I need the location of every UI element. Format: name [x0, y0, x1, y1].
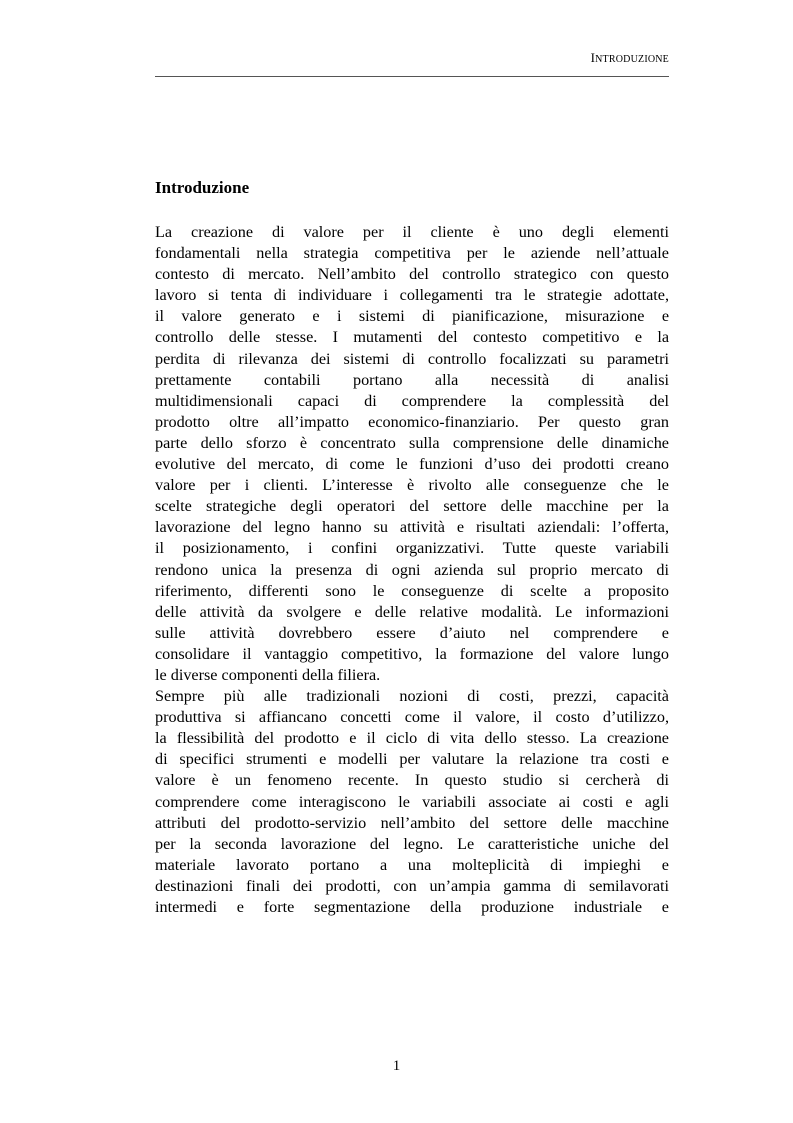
text-line: delle attività da svolgere e delle relative modalità. Le informazioni [155, 602, 669, 621]
text-line: parte dello sforzo è concentrato sulla comprensione delle dinamiche [155, 433, 669, 452]
text-line: contesto di mercato. Nell’ambito del controllo strategico con questo [155, 265, 669, 284]
text-line: valore è un fenomeno recente. In questo studio si cercherà di [155, 771, 669, 790]
text-line: valore per i clienti. L’interesse è rivolto alle conseguenze che le [155, 476, 669, 495]
body-text [155, 222, 669, 918]
text-line: Sempre più alle tradizionali nozioni di costi, prezzi, capacità [155, 687, 669, 706]
text-line: comprendere come interagiscono le variabili associate ai costi e agli [155, 792, 669, 811]
text-line: controllo delle stesse. I mutamenti del contesto competitivo e la [155, 328, 669, 347]
text-line: lavorazione del legno hanno su attività e risultati aziendali: l’offerta, [155, 518, 669, 537]
text-line: la flessibilità del prodotto e il ciclo di vita dello stesso. La creazione [155, 729, 669, 748]
text-line: evolutive del mercato, di come le funzioni d’uso dei prodotti creano [155, 455, 669, 474]
text-line: il valore generato e i sistemi di pianificazione, misurazione e [155, 307, 669, 326]
text-line: riferimento, differenti sono le conseguenze di scelte a proposito [155, 581, 669, 600]
page-number: 1 [392, 1058, 401, 1074]
running-header-initial: I [590, 50, 596, 65]
text-line: di specifici strumenti e modelli per valutare la relazione tra costi e [155, 750, 669, 769]
header-rule [155, 76, 669, 77]
running-header [155, 50, 669, 66]
text-line: fondamentali nella strategia competitiva per le aziende nell’attuale [155, 244, 669, 263]
paragraph-1 [155, 222, 669, 686]
text-line: rendono unica la presenza di ogni azienda sul proprio mercato di [155, 560, 669, 579]
text-line: sulle attività dovrebbero essere d’aiuto nel comprendere e [155, 623, 669, 642]
text-line: le diverse componenti della filiera. [155, 665, 381, 684]
text-line: scelte strategiche degli operatori del settore delle macchine per la [155, 497, 669, 516]
text-line: multidimensionali capaci di comprendere la complessità del [155, 391, 669, 410]
text-line: per la seconda lavorazione del legno. Le caratteristiche uniche del [155, 834, 669, 853]
text-line: destinazioni finali dei prodotti, con un’ampia gamma di semilavorati [155, 876, 669, 895]
text-line: perdita di rilevanza dei sistemi di controllo focalizzati su parametri [155, 349, 669, 368]
text-line: il posizionamento, i confini organizzativi. Tutte queste variabili [155, 539, 669, 558]
text-line: prodotto oltre all’impatto economico-finanziario. Per questo gran [155, 412, 669, 431]
text-line: attributi del prodotto-servizio nell’ambito del settore delle macchine [155, 813, 669, 832]
running-header-rest: NTRODUZIONE [595, 54, 669, 65]
text-line: consolidare il vantaggio competitivo, la formazione del valore lungo [155, 644, 669, 663]
section-title: Introduzione [155, 178, 250, 197]
text-line: La creazione di valore per il cliente è uno degli elementi [155, 223, 669, 241]
text-line: prettamente contabili portano alla necessità di analisi [155, 370, 669, 389]
text-line: intermedi e forte segmentazione della produzione industriale e [155, 898, 669, 916]
paragraph-2 [155, 686, 669, 918]
text-line: lavoro si tenta di individuare i collegamenti tra le strategie adottate, [155, 286, 669, 305]
text-line: produttiva si affiancano concetti come il valore, il costo d’utilizzo, [155, 708, 669, 727]
text-line: materiale lavorato portano a una molteplicità di impieghi e [155, 855, 669, 874]
